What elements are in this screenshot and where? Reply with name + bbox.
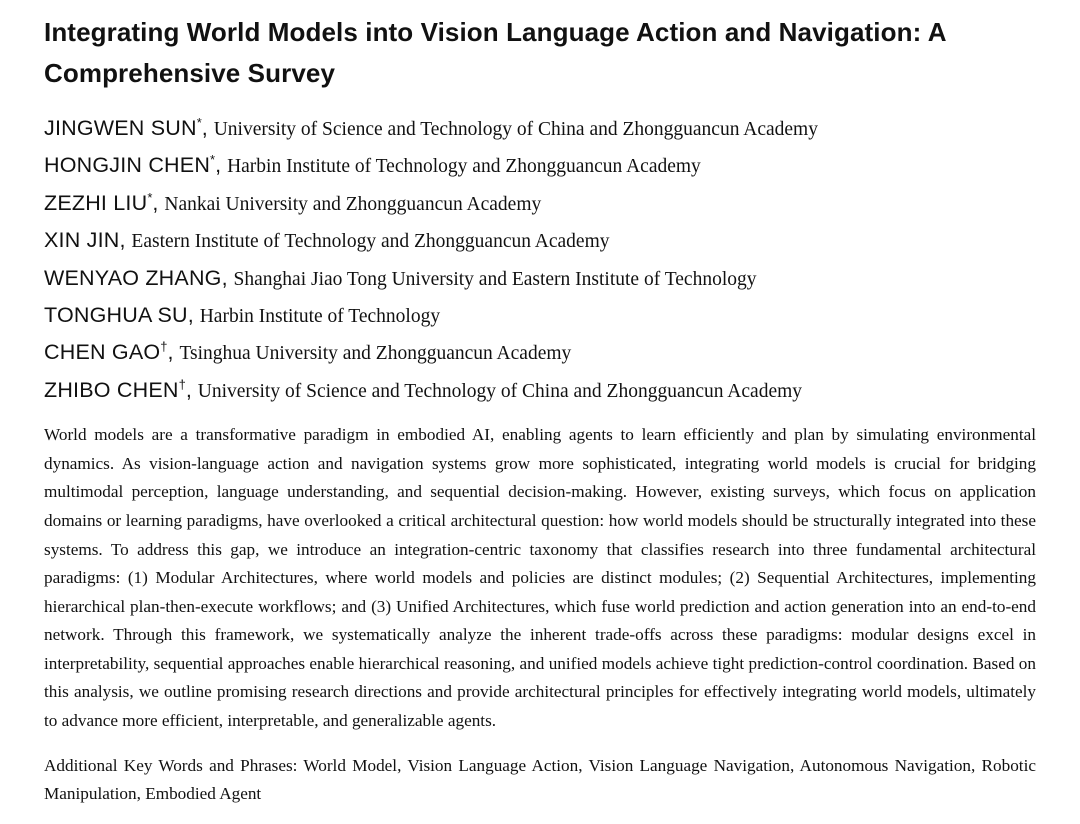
author-entry: ZHIBO CHEN†, University of Science and Technology of China and Zhongguancun Academy (44, 376, 803, 402)
author-entry: JINGWEN SUN*, University of Science and Technology of China and Zhongguancun Academy (44, 115, 818, 140)
author-name: JINGWEN SUN (44, 116, 197, 140)
author-affiliation: Harbin Institute of Technology (199, 305, 441, 327)
author-mark: * (196, 115, 202, 130)
author-affiliation: University of Science and Technology of China and Zhongguancun Academy (213, 119, 818, 140)
author-mark: * (210, 152, 216, 168)
author-entry: TONGHUA SU, Harbin Institute of Technology (44, 302, 441, 327)
paper-title: Integrating World Models into Vision Language Action and Navigation: A Comprehensive Survey (44, 17, 946, 88)
author-affiliation: Tsinghua University and Zhongguancun Academy (179, 343, 572, 365)
author-entry: XIN JIN, Eastern Institute of Technology and Zhongguancun Academy (44, 228, 610, 253)
author-affiliation: Harbin Institute of Technology and Zhongguancun Academy (227, 156, 701, 178)
author-name: XIN JIN (44, 228, 120, 253)
author-affiliation: University of Science and Technology of China and Zhongguancun Academy (197, 380, 803, 402)
author-entry: HONGJIN CHEN*, Harbin Institute of Technology and Zhongguancun Academy (44, 152, 701, 178)
author-entry: ZEZHI LIU*, Nankai University and Zhongguancun Academy (44, 189, 542, 215)
author-name: CHEN GAO (44, 340, 161, 365)
author-mark: † (160, 339, 168, 355)
author-name: HONGJIN CHEN (44, 153, 211, 178)
author-affiliation: Eastern Institute of Technology and Zhongguancun Academy (131, 231, 610, 253)
author-mark: † (178, 376, 186, 392)
abstract: World models are a transformative paradigm in embodied AI, enabling agents to learn efficiently and plan by simulating environmental dynamics. As vision-language action and navigation systems grow more sophisticated, integrating world models is crucial for bridging multimodal perception, language understanding, and sequential decision-making. However, existing surveys, which focus on application domains or learning paradigms, have overlooked a critical architectural question: how world models should be structurally integrated into these systems. To address this gap, we introduce an integration-centric taxonomy that classifies research into three fundamental architectural paradigms: (1) Modular Architectures, where world models and policies are distinct modules; (2) Sequential Architectures, implementing hierarchical plan-then-execute workflows; and (3) Unified Architectures, which fuse world prediction and action generation into an end-to-end network. Through this framework, we systematically analyze the inherent trade-offs across these paradigms: modular designs excel in interpretability, sequential approaches enable hierarchical reasoning, and unified models achieve tight prediction-control coordination. Based on this analysis, we outline promising research directions and provide architectural principles for effectively integrating world models, ultimately to advance more efficient, interpretable, and generalizable agents. (44, 425, 1036, 731)
author-name: WENYAO ZHANG (44, 265, 222, 290)
author-list (44, 110, 1036, 409)
author-entry: CHEN GAO†, Tsinghua University and Zhongguancun Academy (44, 339, 572, 365)
author-affiliation: Nankai University and Zhongguancun Academy (164, 193, 542, 215)
keywords: Additional Key Words and Phrases: World Model, Vision Language Action, Vision Language Navigation, Autonomous Navigation, Robotic Manipulation, Embodied Agent (44, 755, 1036, 804)
author-name: TONGHUA SU (44, 302, 188, 327)
author-name: ZHIBO CHEN (44, 377, 179, 402)
author-name: ZEZHI LIU (44, 190, 148, 215)
author-affiliation: Shanghai Jiao Tong University and Eastern Institute of Technology (233, 268, 757, 290)
paper-page (44, 12, 1036, 809)
author-entry: WENYAO ZHANG, Shanghai Jiao Tong University and Eastern Institute of Technology (44, 265, 757, 290)
author-mark: * (147, 189, 153, 205)
